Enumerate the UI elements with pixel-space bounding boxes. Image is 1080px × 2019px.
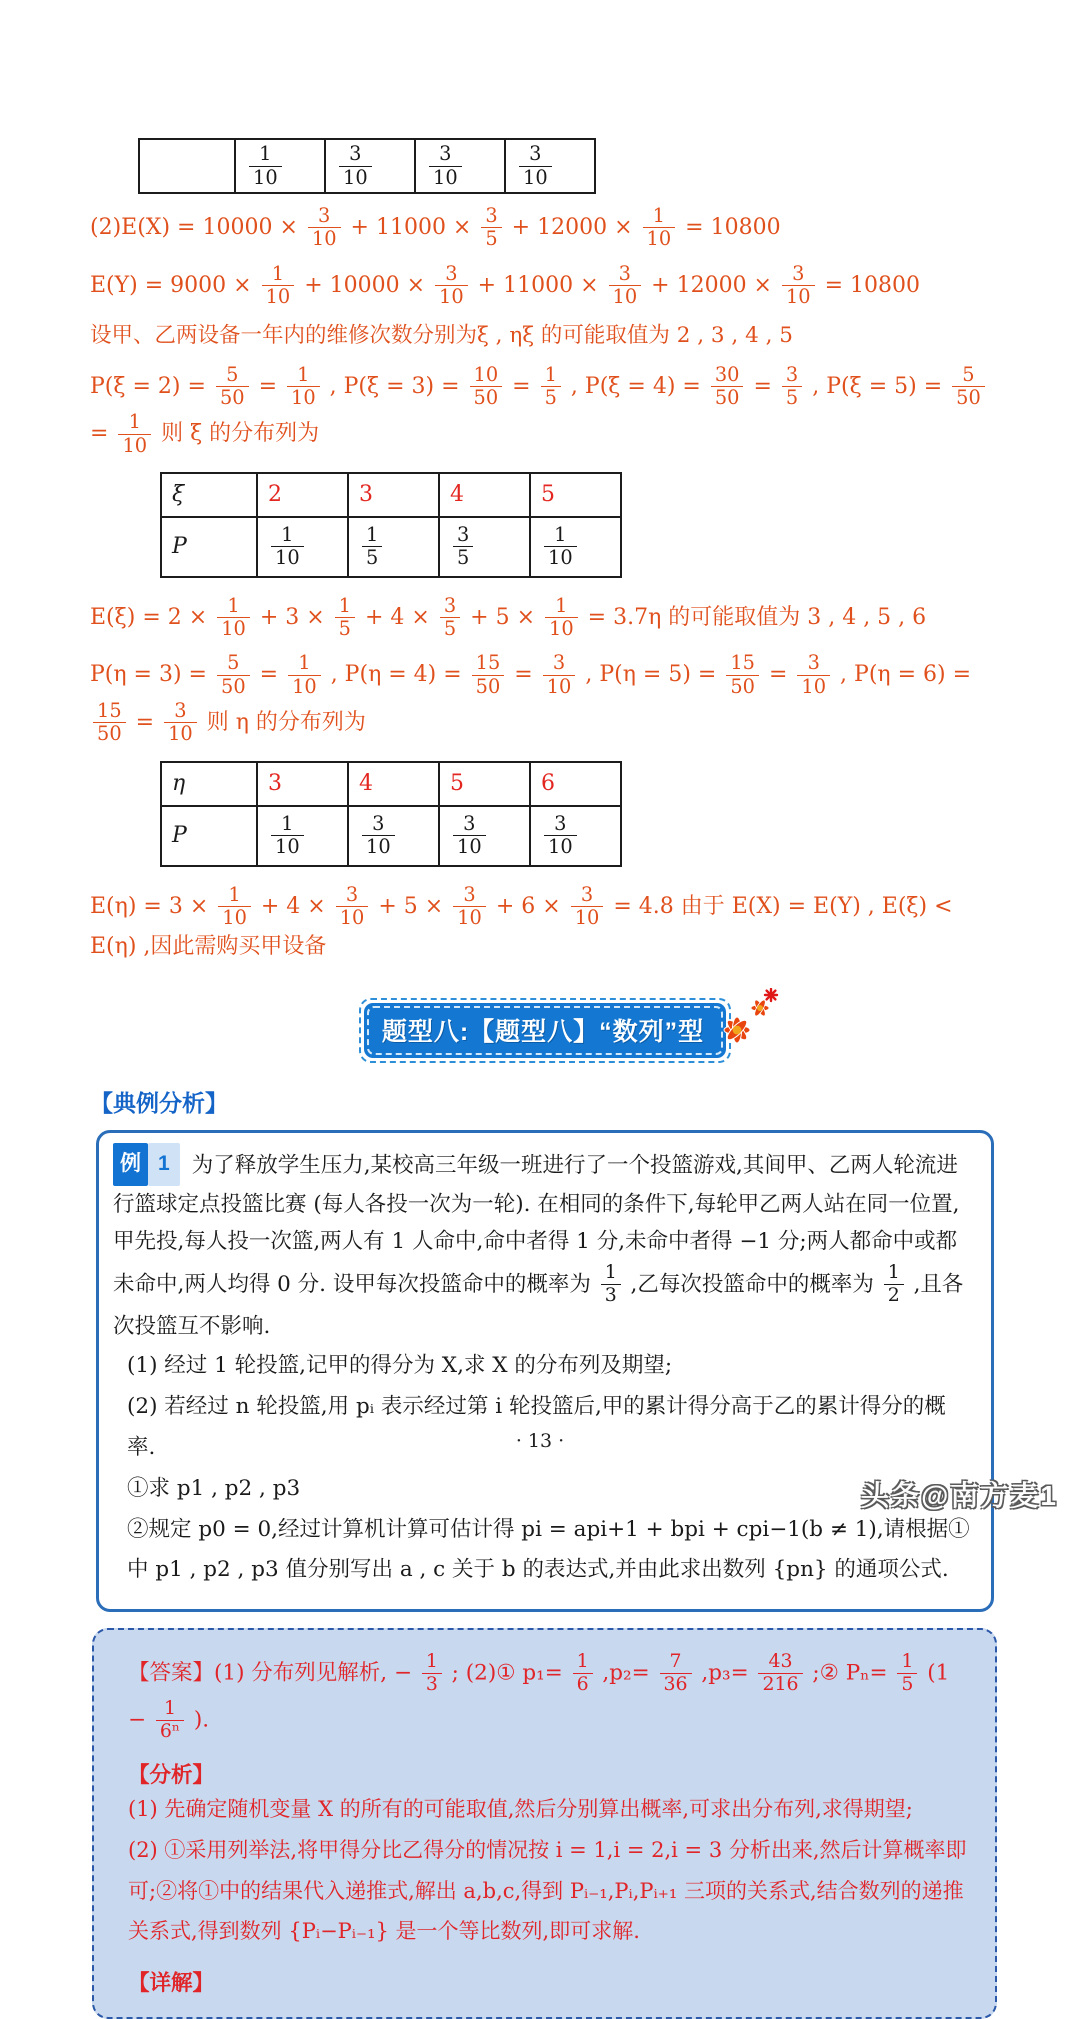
topic-badge-row [90,998,1000,1063]
table-cell: 2 [257,473,348,517]
table-row [161,762,621,806]
topic-badge-label: 题型八:【题型八】“数列”型 [381,1018,705,1047]
example-tag [113,1143,180,1185]
text-setup-xi-eta: 设甲、乙两设备一年内的维修次数分别为ξ , ηξ 的可能取值为 2 , 3 , 4 , 5 [90,323,793,349]
table-cell: 5 [439,762,530,806]
page-number: · 13 · [515,1430,565,1452]
table-cell: $\frac{1}{10}$ [257,517,348,577]
answer-line: 【答案】(1) 分布列见解析, − $\frac{1}{3}$ ; (2)① p₁= $\frac{1}{6}$ ,p₂= $\frac{7}{36}$ ,p₃= $\frac{43}{216}$ ;② Pₙ= $\frac{1}{5}$ (1 − $\frac{1}{\text{6ⁿ}}$ ). [128,1650,950,1742]
example-tag-label: 例 [113,1143,148,1185]
table-cell: $\frac{3}{10}$ [439,806,530,866]
table-cell: $\frac{3}{5}$ [439,517,530,577]
table-cell: 5 [530,473,621,517]
example-first-line [113,1143,971,1346]
table-cell: $\frac{1}{10}$ [530,517,621,577]
distribution-table-xi [160,472,622,578]
table-cell: 3 [348,473,439,517]
topic-badge [359,998,731,1063]
table-cell: $\frac{3}{10}$ [348,806,439,866]
example-item-2: (2) 若经过 n 轮投篮,用 pᵢ 表示经过第 i 轮投篮后,甲的累计得分高于乙的累计得分的概率. [127,1393,946,1460]
table-cell-variable: P [161,806,257,866]
table-cell: $\frac{1}{5}$ [348,517,439,577]
section-heading: 【典例分析】 [90,1090,228,1117]
answer-analysis-box [92,1628,997,2019]
distribution-table-eta [160,761,622,867]
formula-expectation-x: (2)E(X) = 10000 × $\frac{3}{10}$ + 11000 × $\frac{3}{5}$ + 12000 × $\frac{1}{10}$ = 10800 [90,204,781,251]
table-row [139,139,595,193]
table-cell: $\frac{3}{10}$ [325,139,415,193]
formula-prob-xi: P(ξ = 2) = $\frac{5}{50}$ = $\frac{1}{10}$ , P(ξ = 3) = $\frac{10}{50}$ = $\frac{1}{5}$ , P(ξ = 4) = $\frac{30}{50}$ = $\frac{3}{5}$ , P(ξ = 5) = $\frac{5}{50}$ = $\frac{1}{10}$ 则 ξ 的分布列为 [90,363,1000,458]
formula-prob-eta: P(η = 3) = $\frac{5}{50}$ = $\frac{1}{10}$ , P(η = 4) = $\frac{15}{50}$ = $\frac{3}{10}$ , P(η = 5) = $\frac{15}{50}$ = $\frac{3}{10}$ , P(η = 6) = $\frac{15}{50}$ = $\frac{3}{10}$ 则 η 的分布列为 [90,651,972,746]
formula-expectation-eta-conclusion: E(η) = 3 × $\frac{1}{10}$ + 4 × $\frac{3}{10}$ + 5 × $\frac{3}{10}$ + 6 × $\frac{3}{10}$ = 4.8 由于 E(X) = E(Y) , E(ξ) < E(η) ,因此需购买甲设备 [90,882,953,960]
analysis-label: 【分析】 [128,1762,215,1787]
watermark-text: 头条@南方麦1 [861,1480,1058,1511]
table-cell: $\frac{1}{10}$ [235,139,325,193]
example-paragraph: 为了释放学生压力,某校高三年级一班进行了一个投篮游戏,其间甲、乙两人轮流进行篮球定点投篮比赛 (每人各投一次为一轮). 在相同的条件下,每轮甲乙两人站在同一位置,甲先投,每人投一次篮,两人有 1 人命中,命中者得 1 分,未命中者得 −1 分;两人都命中或都未命中,两人均得 0 分. 设甲每次投篮命中的概率为 $\frac{1}{3}$ ,乙每次投篮命中的概率为 $\frac{1}{2}$ ,且各次投篮互不影响. [113,1153,964,1340]
flower-icon [713,988,779,1054]
topic-badge-pill [364,1003,726,1058]
table-cell: 4 [439,473,530,517]
table-cell-variable: ξ [161,473,257,517]
table-row [161,806,621,866]
table-cell: 4 [348,762,439,806]
example-item-3: ①求 p1 , p2 , p3 [127,1475,301,1501]
table-cell: 6 [530,762,621,806]
detail-label: 【详解】 [128,1971,215,1996]
table-cell: $\frac{1}{10}$ [257,806,348,866]
table-cell: 3 [257,762,348,806]
example-item-1: (1) 经过 1 轮投篮,记甲的得分为 X,求 X 的分布列及期望; [127,1353,673,1379]
table-cell: $\frac{3}{10}$ [530,806,621,866]
example-number: 1 [148,1143,180,1185]
table-cell [139,139,235,193]
table-cell-variable: P [161,517,257,577]
table-row [161,473,621,517]
page-content [90,138,1000,2019]
table-cell: $\frac{3}{10}$ [505,139,595,193]
example-problem-box [96,1130,994,1612]
table-row [161,517,621,577]
table-cell: $\frac{3}{10}$ [415,139,505,193]
analysis-item-1: (1) 先确定随机变量 X 的所有的可能取值,然后分别算出概率,可求出分布列,求得期望; [128,1796,913,1821]
example-item-4: ②规定 p0 = 0,经过计算机计算可估计得 pi = api+1 + bpi + cpi−1(b ≠ 1),请根据①中 p1 , p2 , p3 值分别写出 a , c 关于 b 的表达式,并由此求出数列 {pn} 的通项公式. [127,1516,970,1583]
formula-expectation-y: E(Y) = 9000 × $\frac{1}{10}$ + 10000 × $\frac{3}{10}$ + 11000 × $\frac{3}{10}$ + 12000 × $\frac{3}{10}$ = 10800 [90,261,921,308]
analysis-item-2: (2) ①采用列举法,将甲得分比乙得分的情况按 i = 1,i = 2,i = 3 分析出来,然后计算概率即可;②将①中的结果代入递推式,解出 a,b,c,得到 Pᵢ₋₁,Pᵢ,Pᵢ₊₁ 三项的关系式,结合数列的递推关系式,得到数列 {Pᵢ−Pᵢ₋₁} 是一个等比数列,即可求解. [128,1837,967,1944]
probability-table-top [138,138,596,194]
formula-expectation-xi: E(ξ) = 2 × $\frac{1}{10}$ + 3 × $\frac{1}{5}$ + 4 × $\frac{3}{5}$ + 5 × $\frac{1}{10}$ = 3.7η 的可能取值为 3 , 4 , 5 , 6 [90,593,927,641]
table-cell-variable: η [161,762,257,806]
